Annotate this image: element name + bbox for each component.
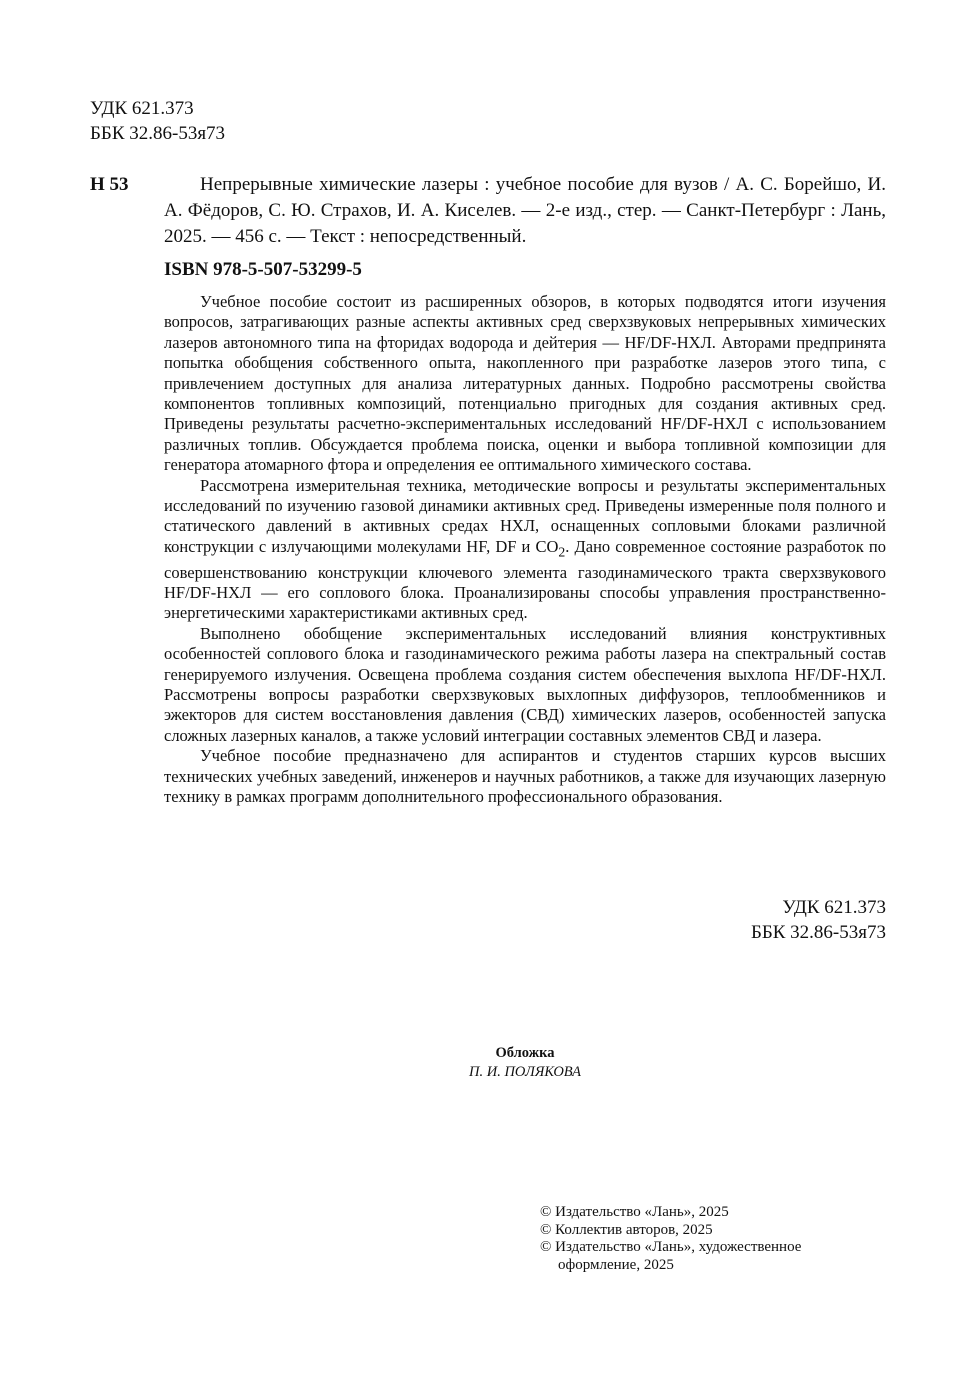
udk-code: УДК 621.373 xyxy=(782,897,886,918)
udk-code: УДК 621.373 xyxy=(90,98,194,119)
classification-codes-top xyxy=(90,96,225,146)
bbk-code: ББК 32.86-53я73 xyxy=(90,123,226,144)
bibliographic-record xyxy=(164,172,886,250)
copyright-block xyxy=(540,1204,801,1274)
author-mark: Н 53 xyxy=(90,174,129,195)
annotation-paragraph-2 xyxy=(164,476,886,624)
annotation xyxy=(164,292,886,807)
classification-codes-bottom xyxy=(751,895,886,945)
copyright-line-continuation: оформление, 2025 xyxy=(558,1256,674,1273)
bibliographic-description: Непрерывные химические лазеры : учебное пособие для вузов / А. С. Борейшо, И. А. Фёдоров, С. Ю. Страхов, И. А. Киселев. — 2-е изд., стер. — Санкт-Петербург : Лань, 2025. — 456 с. — Текст : непосредственный. xyxy=(164,174,886,247)
annotation-paragraph-4: Учебное пособие предназначено для аспирантов и студентов старших курсов высших технических учебных заведений, инженеров и научных работников, а также для изучающих лазерную технику в рамках программ дополнительного профессионального образования. xyxy=(164,746,886,807)
annotation-paragraph-2-text-a: Рассмотрена измерительная техника, методические вопросы и результаты экспериментальных исследований по изучению газовой динамики активных сред. Приведены измеренные поля полного и статического давлений в активных средах НХЛ, оснащенных сопловыми блоками различной конструкции с излучающими молекулами HF, DF и CO xyxy=(164,475,886,556)
isbn: ISBN 978-5-507-53299-5 xyxy=(164,259,362,280)
bbk-code: ББК 32.86-53я73 xyxy=(750,922,886,943)
copyright-line: © Коллектив авторов, 2025 xyxy=(540,1221,713,1238)
annotation-paragraph-1: Учебное пособие состоит из расширенных обзоров, в которых подводятся итоги изучения вопросов, затрагивающих разные аспекты активных сред сверхзвуковых непрерывных химических лазеров автономного типа на фторидах водорода и дейтерия — HF/DF-НХЛ. Авторами предпринята попытка обобщения собственного опыта, накопленного при разработке лазеров этого типа, с привлечением доступных для анализа литературных данных. Подробно рассмотрены свойства компонентов топливных композиций, потенциально пригодных для создания активных сред. Приведены результаты расчетно-экспериментальных исследований HF/DF-НХЛ с использованием различных топлив. Обсуждается проблема поиска, оценки и выбора топливной композиции для генератора атомарного фтора и определения ее оптимального химического состава. xyxy=(164,292,886,475)
cover-credit xyxy=(0,1044,976,1082)
annotation-paragraph-3: Выполнено обобщение экспериментальных исследований влияния конструктивных особенностей соплового блока и газодинамического режима работы лазера на спектральный состав генерируемого излучения. Освещена проблема создания систем обеспечения выхлопа HF/DF-НХЛ. Рассмотрены вопросы разработки сверхзвуковых выхлопных диффузоров, теплообменников и эжекторов для систем восстановления давления (СВД) химических лазеров, особенностей запуска сложных лазерных каналов, а также условий интеграции составных элементов СВД и лазера. xyxy=(164,623,886,745)
co2-subscript: 2 xyxy=(558,544,566,560)
copyright-line: © Издательство «Лань», 2025 xyxy=(540,1204,729,1220)
cover-designer: П. И. ПОЛЯКОВА xyxy=(469,1064,581,1080)
copyright-line: © Издательство «Лань», художественное xyxy=(540,1239,802,1255)
annotation-paragraph-2-text-b: . Дано современное состояние разработок по совершенствованию конструкции ключевого элемента газодинамического тракта сверхзвукового HF/DF-НХЛ — его соплового блока. Проанализированы способы управления пространственно-энергетическими характеристиками активных сред. xyxy=(164,536,886,623)
cover-label: Обложка xyxy=(495,1045,555,1061)
